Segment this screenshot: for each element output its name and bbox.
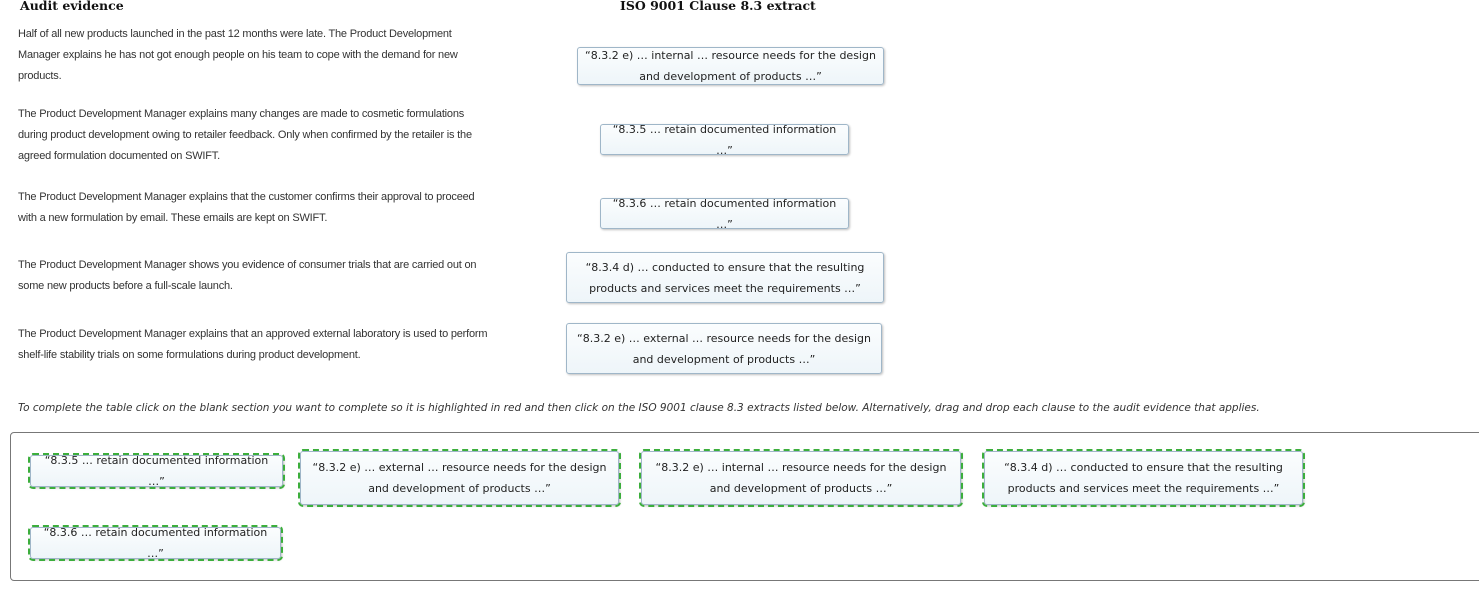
bank-clause-8-3-5[interactable]: “8.3.5 … retain documented information …”: [30, 455, 283, 487]
answer-slot-2[interactable]: “8.3.5 … retain documented information …”: [600, 124, 849, 155]
answer-slot-5[interactable]: “8.3.2 e) … external … resource needs for the design and development of products …”: [566, 323, 882, 374]
bank-clause-8-3-2-external[interactable]: “8.3.2 e) … external … resource needs for the design and development of products …”: [300, 451, 619, 505]
clause-extract-header: ISO 9001 Clause 8.3 extract: [620, 0, 816, 13]
evidence-5: The Product Development Manager explains that an approved external laboratory is used to perform shelf-life stability trials on some formulations during product development.: [18, 328, 488, 361]
evidence-1: Half of all new products launched in the past 12 months were late. The Product Development Manager explains he has not got enough people on his team to cope with the demand for new products.: [18, 28, 458, 82]
evidence-2: The Product Development Manager explains many changes are made to cosmetic formulations during product development owing to retailer feedback. Only when confirmed by the retailer is the agreed formulation documented on SWIFT.: [18, 108, 472, 162]
answer-slot-3[interactable]: “8.3.6 … retain documented information …”: [600, 198, 849, 229]
bank-clause-8-3-4[interactable]: “8.3.4 d) … conducted to ensure that the resulting products and services meet the requirements …”: [984, 451, 1303, 505]
bank-clause-8-3-6[interactable]: “8.3.6 … retain documented information …”: [30, 527, 281, 559]
audit-evidence-header: Audit evidence: [20, 0, 124, 13]
instructions: To complete the table click on the blank section you want to complete so it is highlighted in red and then click on the ISO 9001 clause 8.3 extracts listed below. Alternatively, drag and drop each clause to the audit evidence that applies.: [18, 402, 1260, 414]
evidence-3: The Product Development Manager explains that the customer confirms their approval to proceed with a new formulation by email. These emails are kept on SWIFT.: [18, 191, 475, 224]
bank-clause-8-3-2-internal[interactable]: “8.3.2 e) … internal … resource needs for the design and development of products …”: [641, 451, 961, 505]
answer-slot-4[interactable]: “8.3.4 d) … conducted to ensure that the resulting products and services meet the requirements …”: [566, 252, 884, 303]
evidence-4: The Product Development Manager shows you evidence of consumer trials that are carried out on some new products before a full-scale launch.: [18, 259, 477, 292]
answer-slot-1[interactable]: “8.3.2 e) … internal … resource needs for the design and development of products …”: [577, 47, 884, 85]
